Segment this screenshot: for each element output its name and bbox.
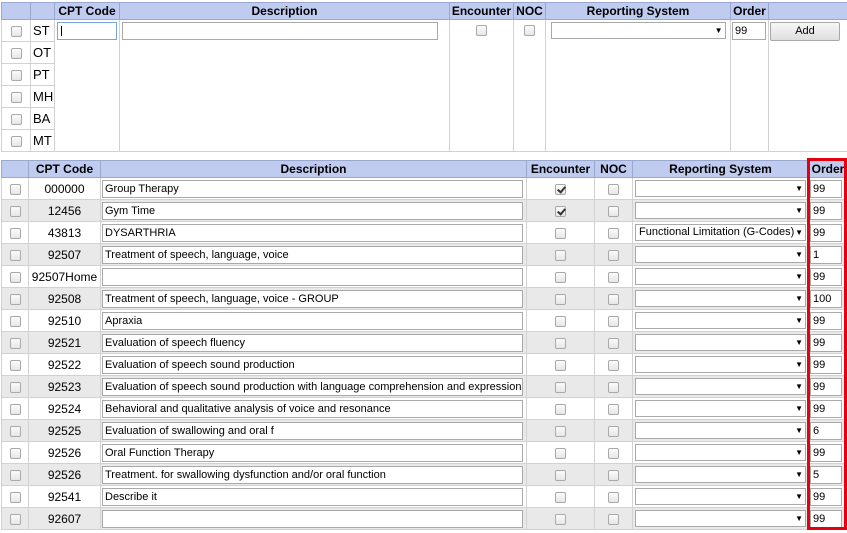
table-row — [2, 508, 847, 530]
reporting-system-cell — [633, 310, 809, 332]
description-input[interactable]: Evaluation of speech sound production with language comprehension and expression — [102, 378, 523, 396]
reporting-system-select[interactable] — [635, 224, 806, 241]
row-select-checkbox[interactable] — [10, 470, 21, 481]
description-cell — [101, 442, 527, 464]
order-cell — [809, 464, 847, 486]
noc-cell — [595, 244, 633, 266]
chevron-down-icon: ▼ — [795, 360, 803, 369]
description-cell — [101, 332, 527, 354]
row-select-cell — [2, 376, 29, 398]
order-input[interactable]: 6 — [810, 422, 842, 440]
description-cell — [101, 486, 527, 508]
description-input[interactable]: Evaluation of swallowing and oral f — [102, 422, 523, 440]
table-row — [2, 420, 847, 442]
chevron-down-icon: ▼ — [714, 26, 723, 35]
noc-checkbox[interactable] — [608, 294, 619, 305]
encounter-cell — [527, 332, 595, 354]
specialty-row — [2, 20, 847, 42]
select-value: Functional Limitation (G-Codes) — [639, 226, 795, 238]
table-row — [2, 398, 847, 420]
header-order: Order — [809, 161, 847, 178]
order-cell — [809, 288, 847, 310]
noc-cell — [595, 420, 633, 442]
encounter-checkbox[interactable] — [476, 25, 487, 36]
order-cell — [809, 508, 847, 530]
description-input[interactable]: Describe it — [102, 488, 523, 506]
order-cell — [809, 244, 847, 266]
noc-checkbox[interactable] — [608, 492, 619, 503]
table-row — [2, 266, 847, 288]
chevron-down-icon: ▼ — [795, 338, 803, 347]
reporting-system-cell — [633, 222, 809, 244]
header-select — [2, 161, 29, 178]
row-select-cell — [2, 266, 29, 288]
header-reporting-system: Reporting System — [633, 161, 809, 178]
reporting-system-select[interactable] — [635, 378, 806, 395]
reporting-system-cell — [633, 398, 809, 420]
description-cell — [101, 398, 527, 420]
cpt-code: 92521 — [29, 332, 101, 354]
add-button[interactable]: Add — [770, 22, 840, 41]
encounter-cell — [527, 288, 595, 310]
chevron-down-icon: ▼ — [795, 426, 803, 435]
description-cell — [101, 200, 527, 222]
noc-cell — [595, 464, 633, 486]
specialty-checkbox-cell — [2, 108, 31, 130]
order-input[interactable]: 99 — [732, 22, 766, 40]
chevron-down-icon: ▼ — [795, 492, 803, 501]
form-header-reporting-system: Reporting System — [546, 3, 731, 20]
form-header-description: Description — [120, 3, 450, 20]
reporting-system-select[interactable] — [635, 510, 806, 527]
header-cpt-code: CPT Code — [29, 161, 101, 178]
noc-checkbox[interactable] — [524, 25, 535, 36]
noc-checkbox[interactable] — [608, 316, 619, 327]
description-cell — [101, 310, 527, 332]
description-cell — [120, 20, 450, 152]
description-input[interactable]: Treatment of speech, language, voice — [102, 246, 523, 264]
encounter-cell — [527, 398, 595, 420]
header-description: Description — [101, 161, 527, 178]
order-input[interactable]: 1 — [810, 246, 842, 264]
order-cell — [809, 222, 847, 244]
encounter-cell — [527, 244, 595, 266]
encounter-checkbox[interactable] — [555, 492, 566, 503]
description-input[interactable]: Gym Time — [102, 202, 523, 220]
reporting-system-select[interactable] — [635, 180, 806, 197]
noc-checkbox[interactable] — [608, 448, 619, 459]
reporting-system-cell — [633, 486, 809, 508]
form-header-specialty — [31, 3, 55, 20]
chevron-down-icon: ▼ — [795, 206, 803, 215]
description-cell — [101, 354, 527, 376]
reporting-system-select[interactable] — [635, 312, 806, 329]
encounter-cell — [527, 376, 595, 398]
cpt-code: 92507 — [29, 244, 101, 266]
encounter-checkbox[interactable] — [555, 316, 566, 327]
specialty-checkbox[interactable] — [11, 136, 22, 147]
cpt-code: 92508 — [29, 288, 101, 310]
noc-checkbox[interactable] — [608, 206, 619, 217]
row-select-checkbox[interactable] — [10, 228, 21, 239]
chevron-down-icon: ▼ — [795, 294, 803, 303]
header-encounter: Encounter — [527, 161, 595, 178]
noc-checkbox[interactable] — [608, 338, 619, 349]
table-row — [2, 376, 847, 398]
row-select-checkbox[interactable] — [10, 382, 21, 393]
row-select-checkbox[interactable] — [10, 514, 21, 525]
order-cell — [809, 310, 847, 332]
specialty-checkbox[interactable] — [11, 114, 22, 125]
order-cell — [809, 376, 847, 398]
noc-cell — [514, 20, 546, 152]
reporting-system-cell — [633, 200, 809, 222]
cpt-code: 43813 — [29, 222, 101, 244]
order-input[interactable]: 99 — [810, 202, 842, 220]
order-input[interactable]: 99 — [810, 356, 842, 374]
description-input[interactable]: Behavioral and qualitative analysis of voice and resonance — [102, 400, 523, 418]
reporting-system-cell — [633, 332, 809, 354]
reporting-system-cell — [633, 442, 809, 464]
encounter-checkbox[interactable] — [555, 448, 566, 459]
chevron-down-icon: ▼ — [795, 228, 803, 237]
noc-cell — [595, 486, 633, 508]
cpt-code: 000000 — [29, 178, 101, 200]
encounter-checkbox[interactable] — [555, 294, 566, 305]
order-input[interactable]: 99 — [810, 268, 842, 286]
noc-checkbox[interactable] — [608, 360, 619, 371]
description-input[interactable]: Evaluation of speech fluency — [102, 334, 523, 352]
row-select-checkbox[interactable] — [10, 250, 21, 261]
reporting-system-cell — [633, 376, 809, 398]
reporting-system-select[interactable] — [635, 356, 806, 373]
specialty-checkbox-cell — [2, 86, 31, 108]
description-input[interactable]: Group Therapy — [102, 180, 523, 198]
encounter-checkbox[interactable] — [555, 470, 566, 481]
noc-checkbox[interactable] — [608, 382, 619, 393]
reporting-system-select[interactable] — [635, 400, 806, 417]
reporting-system-cell — [546, 20, 731, 152]
form-header-order: Order — [731, 3, 769, 20]
row-select-checkbox[interactable] — [10, 272, 21, 283]
noc-cell — [595, 376, 633, 398]
reporting-system-cell — [633, 508, 809, 530]
table-row — [2, 332, 847, 354]
cpt-code: 92507Home — [29, 266, 101, 288]
chevron-down-icon: ▼ — [795, 250, 803, 259]
encounter-checkbox[interactable] — [555, 426, 566, 437]
specialty-checkbox[interactable] — [11, 48, 22, 59]
order-cell — [809, 442, 847, 464]
encounter-cell — [527, 442, 595, 464]
description-input[interactable] — [102, 510, 523, 528]
noc-cell — [595, 288, 633, 310]
order-input[interactable]: 5 — [810, 466, 842, 484]
encounter-cell — [527, 464, 595, 486]
order-input[interactable]: 99 — [810, 180, 842, 198]
chevron-down-icon: ▼ — [795, 470, 803, 479]
specialty-label: PT — [31, 64, 55, 86]
noc-checkbox[interactable] — [608, 514, 619, 525]
chevron-down-icon: ▼ — [795, 316, 803, 325]
order-input[interactable]: 99 — [810, 312, 842, 330]
noc-checkbox[interactable] — [608, 272, 619, 283]
cpt-code: 92541 — [29, 486, 101, 508]
noc-checkbox[interactable] — [608, 228, 619, 239]
reporting-system-cell — [633, 288, 809, 310]
noc-checkbox[interactable] — [608, 470, 619, 481]
row-select-cell — [2, 244, 29, 266]
row-select-cell — [2, 420, 29, 442]
description-input[interactable]: Apraxia — [102, 312, 523, 330]
row-select-checkbox[interactable] — [10, 448, 21, 459]
encounter-cell — [527, 266, 595, 288]
encounter-checkbox[interactable] — [555, 228, 566, 239]
description-input[interactable]: Evaluation of speech sound production — [102, 356, 523, 374]
specialty-label: MH — [31, 86, 55, 108]
row-select-checkbox[interactable] — [10, 426, 21, 437]
chevron-down-icon: ▼ — [795, 448, 803, 457]
noc-cell — [595, 310, 633, 332]
new-cpt-form — [1, 2, 847, 152]
reporting-system-cell — [633, 266, 809, 288]
specialty-label: ST — [31, 20, 55, 42]
encounter-checkbox[interactable] — [555, 514, 566, 525]
description-cell — [101, 376, 527, 398]
encounter-checkbox[interactable] — [555, 360, 566, 371]
chevron-down-icon: ▼ — [795, 404, 803, 413]
cpt-code: 92526 — [29, 464, 101, 486]
row-select-checkbox[interactable] — [10, 360, 21, 371]
specialty-checkbox[interactable] — [11, 92, 22, 103]
encounter-cell — [527, 486, 595, 508]
order-input[interactable]: 99 — [810, 334, 842, 352]
row-select-cell — [2, 508, 29, 530]
specialty-checkbox-cell — [2, 42, 31, 64]
row-select-checkbox[interactable] — [10, 184, 21, 195]
row-select-cell — [2, 486, 29, 508]
cpt-code-cell — [55, 20, 120, 152]
noc-cell — [595, 178, 633, 200]
row-select-cell — [2, 200, 29, 222]
order-input[interactable]: 100 — [810, 290, 842, 308]
reporting-system-select[interactable] — [635, 422, 806, 439]
order-cell — [809, 200, 847, 222]
table-row — [2, 464, 847, 486]
row-select-checkbox[interactable] — [10, 206, 21, 217]
row-select-cell — [2, 354, 29, 376]
description-cell — [101, 178, 527, 200]
reporting-system-cell — [633, 244, 809, 266]
order-input[interactable]: 99 — [810, 444, 842, 462]
description-input[interactable] — [102, 268, 523, 286]
row-select-checkbox[interactable] — [10, 316, 21, 327]
form-header-noc: NOC — [514, 3, 546, 20]
chevron-down-icon: ▼ — [795, 272, 803, 281]
table-row — [2, 178, 847, 200]
chevron-down-icon: ▼ — [795, 184, 803, 193]
row-select-checkbox[interactable] — [10, 404, 21, 415]
row-select-checkbox[interactable] — [10, 492, 21, 503]
description-cell — [101, 288, 527, 310]
form-header-action — [769, 3, 847, 20]
table-row — [2, 442, 847, 464]
row-select-cell — [2, 332, 29, 354]
description-cell — [101, 420, 527, 442]
noc-checkbox[interactable] — [608, 426, 619, 437]
cpt-code: 92607 — [29, 508, 101, 530]
reporting-system-select[interactable] — [635, 444, 806, 461]
description-input[interactable] — [122, 22, 438, 40]
order-cell — [809, 398, 847, 420]
table-row — [2, 354, 847, 376]
table-row — [2, 244, 847, 266]
table-row — [2, 288, 847, 310]
row-select-cell — [2, 288, 29, 310]
encounter-checkbox[interactable] — [555, 382, 566, 393]
order-input[interactable]: 99 — [810, 224, 842, 242]
reporting-system-cell — [633, 420, 809, 442]
chevron-down-icon: ▼ — [795, 514, 803, 523]
description-cell — [101, 508, 527, 530]
form-header-cpt-code: CPT Code — [55, 3, 120, 20]
cpt-code: 92524 — [29, 398, 101, 420]
encounter-cell — [527, 310, 595, 332]
row-select-cell — [2, 178, 29, 200]
encounter-cell — [527, 420, 595, 442]
header-noc: NOC — [595, 161, 633, 178]
noc-cell — [595, 508, 633, 530]
cpt-code-table — [1, 160, 847, 530]
specialty-checkbox-cell — [2, 20, 31, 42]
description-cell — [101, 464, 527, 486]
row-select-checkbox[interactable] — [10, 294, 21, 305]
reporting-system-select[interactable] — [635, 268, 806, 285]
encounter-cell — [527, 222, 595, 244]
cpt-code: 92522 — [29, 354, 101, 376]
encounter-checkbox[interactable] — [555, 338, 566, 349]
noc-checkbox[interactable] — [608, 250, 619, 261]
order-cell — [731, 20, 769, 152]
encounter-checkbox[interactable] — [555, 184, 566, 195]
encounter-cell — [527, 354, 595, 376]
noc-cell — [595, 200, 633, 222]
noc-cell — [595, 354, 633, 376]
order-cell — [809, 486, 847, 508]
table-row — [2, 486, 847, 508]
reporting-system-cell — [633, 178, 809, 200]
description-input[interactable]: DYSARTHRIA — [102, 224, 523, 242]
reporting-system-select[interactable] — [551, 22, 726, 39]
row-select-cell — [2, 222, 29, 244]
order-input[interactable]: 99 — [810, 510, 842, 528]
description-cell — [101, 222, 527, 244]
reporting-system-cell — [633, 464, 809, 486]
cpt-code: 92525 — [29, 420, 101, 442]
order-cell — [809, 266, 847, 288]
specialty-checkbox[interactable] — [11, 70, 22, 81]
encounter-checkbox[interactable] — [555, 272, 566, 283]
encounter-cell — [527, 178, 595, 200]
order-cell — [809, 354, 847, 376]
description-cell — [101, 244, 527, 266]
encounter-checkbox[interactable] — [555, 250, 566, 261]
order-cell — [809, 332, 847, 354]
table-header-row — [2, 161, 847, 178]
table-row — [2, 222, 847, 244]
cpt-code: 12456 — [29, 200, 101, 222]
order-cell — [809, 178, 847, 200]
order-input[interactable]: 99 — [810, 400, 842, 418]
specialty-label: BA — [31, 108, 55, 130]
description-cell — [101, 266, 527, 288]
row-select-checkbox[interactable] — [10, 338, 21, 349]
noc-cell — [595, 266, 633, 288]
cpt-code-input[interactable] — [57, 22, 117, 40]
reporting-system-select[interactable] — [635, 202, 806, 219]
specialty-label: OT — [31, 42, 55, 64]
form-header-encounter: Encounter — [450, 3, 514, 20]
encounter-cell — [527, 508, 595, 530]
specialty-checkbox[interactable] — [11, 26, 22, 37]
order-input[interactable]: 99 — [810, 488, 842, 506]
row-select-cell — [2, 442, 29, 464]
cpt-code: 92510 — [29, 310, 101, 332]
specialty-checkbox-cell — [2, 64, 31, 86]
row-select-cell — [2, 398, 29, 420]
noc-checkbox[interactable] — [608, 404, 619, 415]
reporting-system-select[interactable] — [635, 334, 806, 351]
cpt-code: 92526 — [29, 442, 101, 464]
encounter-cell — [527, 200, 595, 222]
order-input[interactable]: 99 — [810, 378, 842, 396]
row-select-cell — [2, 310, 29, 332]
noc-cell — [595, 398, 633, 420]
reporting-system-select[interactable] — [635, 290, 806, 307]
noc-checkbox[interactable] — [608, 184, 619, 195]
reporting-system-select[interactable] — [635, 246, 806, 263]
specialty-label: MT — [31, 130, 55, 152]
noc-cell — [595, 332, 633, 354]
encounter-checkbox[interactable] — [555, 206, 566, 217]
encounter-cell — [450, 20, 514, 152]
description-input[interactable]: Treatment. for swallowing dysfunction and/or oral function — [102, 466, 523, 484]
noc-cell — [595, 222, 633, 244]
reporting-system-select[interactable] — [635, 466, 806, 483]
form-header-select — [2, 3, 31, 20]
encounter-checkbox[interactable] — [555, 404, 566, 415]
specialty-checkbox-cell — [2, 130, 31, 152]
table-row — [2, 200, 847, 222]
row-select-cell — [2, 464, 29, 486]
description-input[interactable]: Oral Function Therapy — [102, 444, 523, 462]
order-cell — [809, 420, 847, 442]
form-header-row — [2, 3, 847, 20]
noc-cell — [595, 442, 633, 464]
add-cell — [769, 20, 847, 152]
reporting-system-select[interactable] — [635, 488, 806, 505]
chevron-down-icon: ▼ — [795, 382, 803, 391]
table-row — [2, 310, 847, 332]
description-input[interactable]: Treatment of speech, language, voice - GROUP — [102, 290, 523, 308]
cpt-code: 92523 — [29, 376, 101, 398]
reporting-system-cell — [633, 354, 809, 376]
